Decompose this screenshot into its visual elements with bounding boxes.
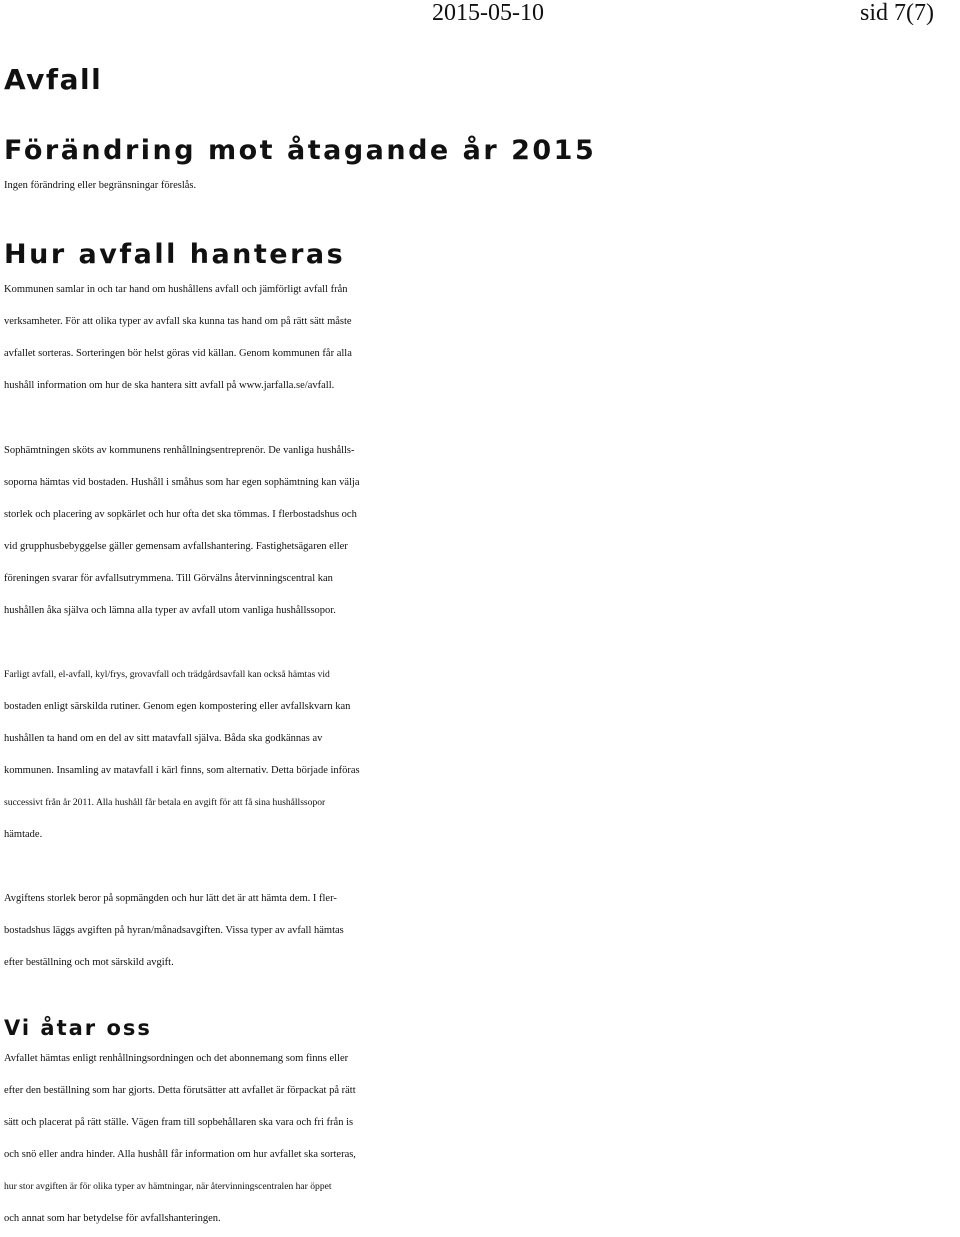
text-line: successivt från år 2011. Alla hushåll får betala en avgift för att få sina hushållssopor [4,797,326,808]
text-line: föreningen svarar för avfallsutrymmena. Till Görvälns återvinningscentral kan [4,573,333,584]
text-line: vid grupphusbebyggelse gäller gemensam avfallshantering. Fastighetsägaren eller [4,541,348,552]
text-line: hur stor avgiften är för olika typer av hämtningar, när återvinningscentralen har öppet [4,1181,332,1192]
heading-waste-handling: Hur avfall hanteras [4,239,346,270]
text-line: Sophämtningen sköts av kommunens renhållningsentreprenör. De vanliga hushålls- [4,445,355,456]
text-line: hushållen åka själva och lämna alla typer av avfall utom vanliga hushållssopor. [4,605,336,616]
text-line: Avfallet hämtas enligt renhållningsordningen och det abonnemang som finns eller [4,1053,349,1064]
text-line: Farligt avfall, el-avfall, kyl/frys, grovavfall och trädgårdsavfall kan också hämtas vid [4,669,330,680]
text-line: storlek och placering av sopkärlet och hur ofta det ska tömmas. I flerbostadshus och [4,509,357,520]
text-line: Kommunen samlar in och tar hand om hushållens avfall och jämförligt avfall från [4,284,348,295]
text-line: efter beställning och mot särskild avgift. [4,957,174,968]
header-page-number: sid 7(7) [860,0,934,26]
text-line: kommunen. Insamling av matavfall i kärl finns, som alternativ. Detta började införas [4,765,360,776]
text-line: avfallet sorteras. Sorteringen bör helst göras vid källan. Genom kommunen får alla [4,348,352,359]
text-line: och snö eller andra hinder. Alla hushåll får information om hur avfallet ska sorteras, [4,1149,356,1160]
paragraph-handling-2 [4,435,959,627]
header-date: 2015-05-10 [432,0,544,26]
text-line: hämtade. [4,829,43,840]
text-line: Ingen förändring eller begränsningar föreslås. [4,180,197,191]
paragraph-handling-3 [4,659,959,851]
text-line: verksamheter. För att olika typer av avfall ska kunna tas hand om på rätt sätt måste [4,316,352,327]
text-line: bostadshus läggs avgiften på hyran/månadsavgiften. Vissa typer av avfall hämtas [4,925,344,936]
paragraph-handling-4 [4,883,959,979]
heading-change-2015: Förändring mot åtagande år 2015 [4,135,597,166]
paragraph-commitment [4,1043,959,1235]
text-line: och annat som har betydelse för avfallshanteringen. [4,1213,221,1224]
paragraph-change-2015 [4,170,959,202]
text-line: hushåll information om hur de ska hantera sitt avfall på www.jarfalla.se/avfall. [4,380,335,391]
paragraph-handling-1 [4,274,959,402]
text-line: bostaden enligt särskilda rutiner. Genom egen kompostering eller avfallskvarn kan [4,701,351,712]
text-line: sätt och placerat på rätt ställe. Vägen fram till sopbehållaren ska vara och fri från is [4,1117,354,1128]
text-line: efter den beställning som har gjorts. Detta förutsätter att avfallet är förpackat på rätt [4,1085,356,1096]
heading-commitment: Vi åtar oss [4,1016,152,1040]
page-title: Avfall [4,63,103,96]
text-line: Avgiftens storlek beror på sopmängden och hur lätt det är att hämta dem. I fler- [4,893,337,904]
text-line: hushållen ta hand om en del av sitt matavfall själva. Båda ska godkännas av [4,733,323,744]
text-line: soporna hämtas vid bostaden. Hushåll i småhus som har egen sophämtning kan välja [4,477,360,488]
